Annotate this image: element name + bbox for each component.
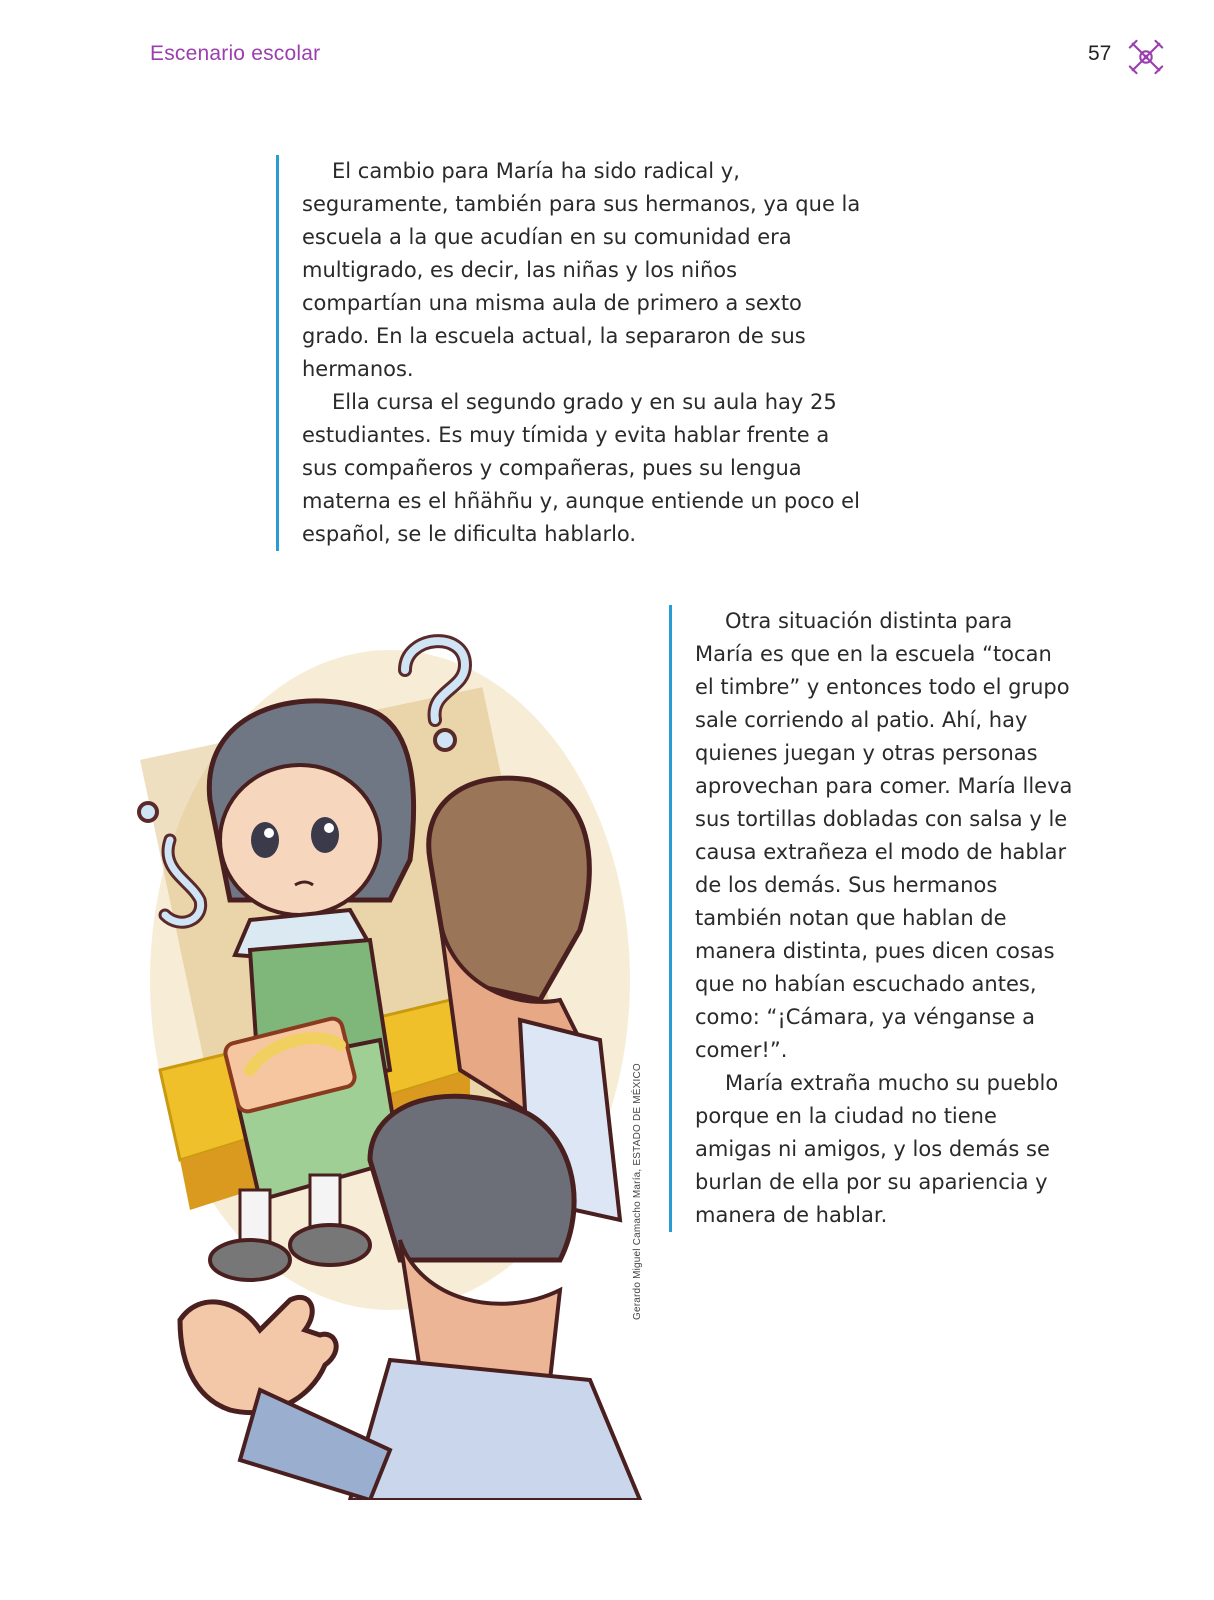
paragraph: Otra situación distinta para María es que en la escuela “tocan el timbre” y entonces todo el grupo sale corriendo al patio. Ahí, hay quienes juegan y otras personas aprovechan para comer. María lleva sus tortillas dobladas con salsa y le causa extrañeza el modo de hablar de los demás. Sus hermanos también notan que hablan de manera distinta, pues dicen cosas que no habían escuchado antes, como: “¡Cámara, ya vénganse a comer!”. — [695, 609, 1073, 1062]
illustration-maria-at-school — [120, 600, 650, 1500]
decorative-x-knot-icon — [1127, 38, 1165, 76]
illustration-credit: Gerardo Miguel Camacho María, ESTADO DE MÉXICO — [632, 1063, 643, 1320]
paragraph: Ella cursa el segundo grado y en su aula hay 25 estudiantes. Es muy tímida y evita hablar frente a sus compañeros y compañeras, pues su lengua materna es el hñähñu y, aunque entiende un poco el español, se le dificulta hablarlo. — [302, 390, 860, 546]
accent-bar — [276, 155, 279, 551]
paragraph: El cambio para María ha sido radical y, seguramente, también para sus hermanos, ya que la escuela a la que acudían en su comunidad era multigrado, es decir, las niñas y los niños compartían una misma aula de primero a sexto grado. En la escuela actual, la separaron de sus hermanos. — [302, 159, 861, 381]
page-number: 57 — [1088, 42, 1112, 65]
section-title: Escenario escolar — [150, 42, 321, 65]
accent-bar — [669, 605, 672, 1232]
intro-text-block — [276, 155, 876, 551]
story-text-block — [669, 605, 1079, 1232]
paragraph: María extraña mucho su pueblo porque en la ciudad no tiene amigas ni amigos, y los demás se burlan de ella por su apariencia y manera de hablar. — [695, 1071, 1059, 1227]
